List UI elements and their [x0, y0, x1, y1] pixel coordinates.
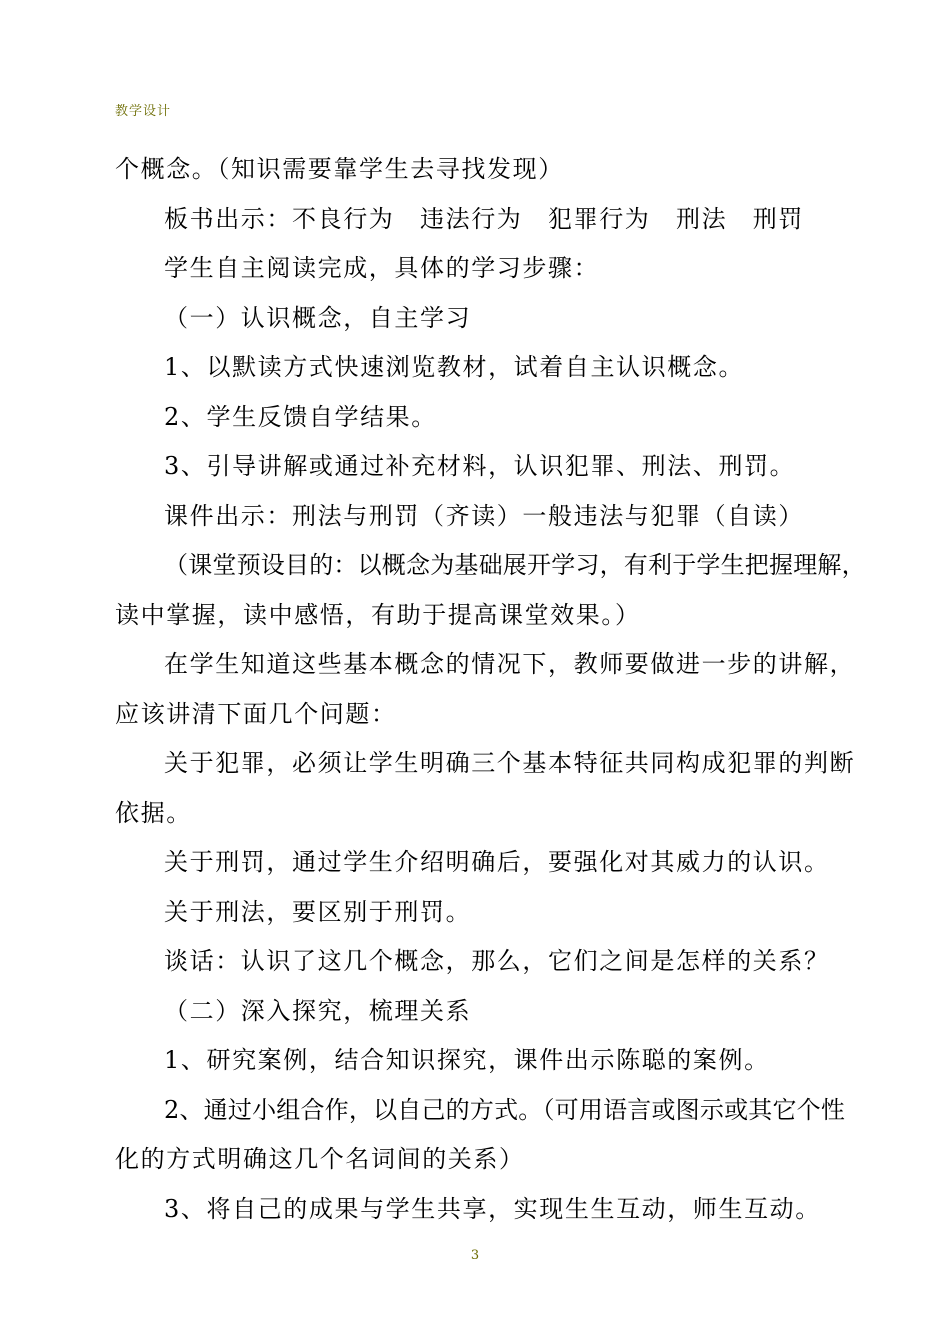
text-line: （一）认识概念，自主学习	[164, 303, 472, 332]
text-line: 在学生知道这些基本概念的情况下，教师要做进一步的讲解，	[164, 650, 856, 678]
text-line: 1、以默读方式快速浏览教材，试着自主认识概念。	[164, 353, 745, 381]
text-line: 3、将自己的成果与学生共享，实现生生互动，师生互动。	[164, 1194, 821, 1223]
document-body	[115, 145, 865, 1234]
text-line: 关于犯罪，必须让学生明确三个基本特征共同构成犯罪的判断	[164, 749, 856, 777]
text-line: 读中掌握，读中感悟，有助于提高课堂效果。）	[115, 600, 641, 629]
text-line: 关于刑罚，通过学生介绍明确后，要强化对其威力的认识。	[164, 848, 830, 876]
page-number: 3	[470, 1248, 480, 1263]
text-line: 应该讲清下面几个问题：	[115, 699, 397, 728]
text-line: 3、引导讲解或通过补充材料，认识犯罪、刑法、刑罚。	[164, 452, 796, 480]
text-line: 依据。	[115, 798, 192, 827]
text-line: （课堂预设目的：以概念为基础展开学习，有利于学生把握理解，	[164, 551, 866, 579]
text-line: （二）深入探究，梳理关系	[164, 996, 472, 1025]
page-header: 教学设计	[115, 104, 172, 119]
text-line: 化的方式明确这几个名词间的关系）	[115, 1145, 525, 1173]
text-line: 2、通过小组合作，以自己的方式。（可用语言或图示或其它个性	[164, 1095, 846, 1124]
text-line: 谈话：认识了这几个概念，那么，它们之间是怎样的关系？	[164, 947, 830, 975]
text-line: 关于刑法，要区别于刑罚。	[164, 897, 472, 926]
text-line: 2、学生反馈自学结果。	[164, 402, 437, 431]
text-line: 板书出示：不良行为 违法行为 犯罪行为 刑法 刑罚	[164, 204, 804, 233]
text-line: 1、研究案例，结合知识探究，课件出示陈聪的案例。	[164, 1046, 770, 1074]
text-line: 个概念。（知识需要靠学生去寻找发现）	[115, 155, 564, 183]
text-line: 课件出示：刑法与刑罚（齐读）一般违法与犯罪（自读）	[164, 501, 804, 530]
text-line: 学生自主阅读完成，具体的学习步骤：	[164, 254, 600, 282]
